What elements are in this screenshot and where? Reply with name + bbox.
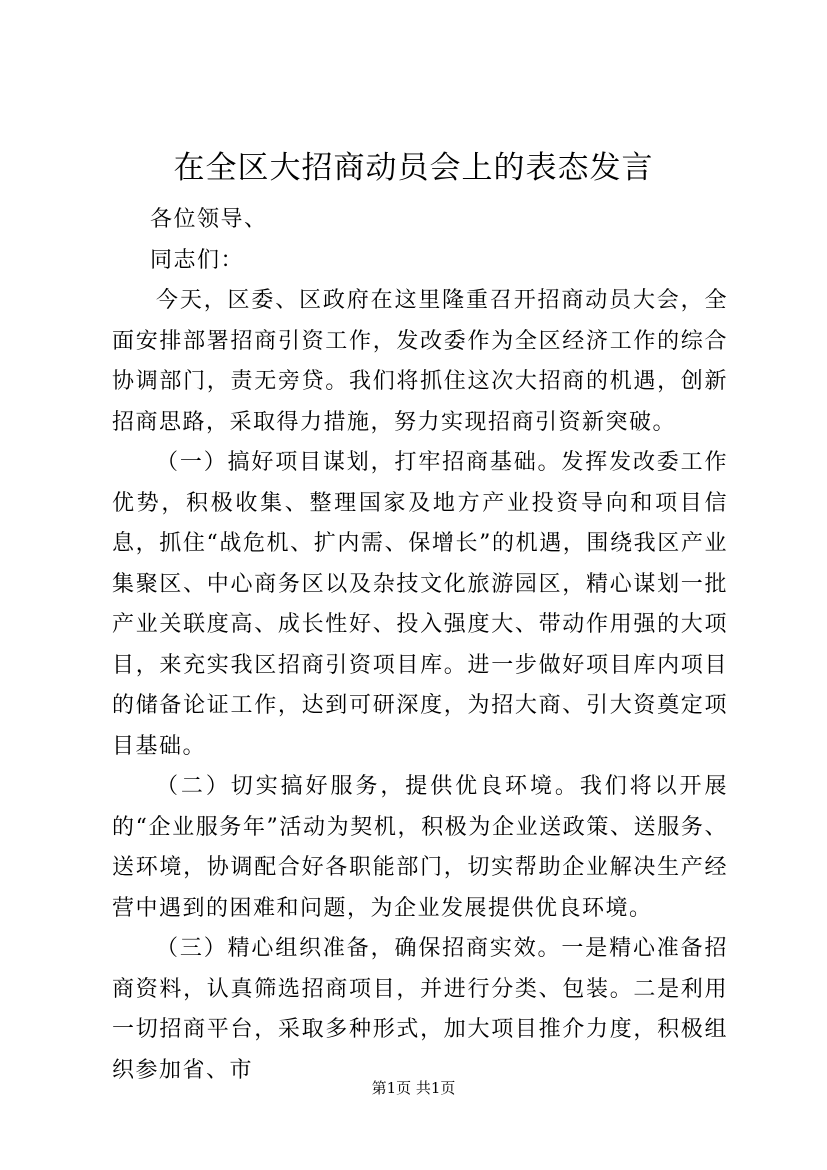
paragraph-point-1: （一）搞好项目谋划，打牢招商基础。发挥发改委工作优势，积极收集、整理国家及地方产业投资导向和项目信息，抓住“战危机、扩内需、保增长”的机遇，围绕我区产业集聚区、中心商务区以及杂技文化旅游园区，精心谋划一批产业关联度高、成长性好、投入强度大、带动作用强的大项目，来充实我区招商引资项目库。进一步做好项目库内项目的储备论证工作，达到可研深度，为招大商、引大资奠定项目基础。 bbox=[112, 450, 728, 759]
salutation-leaders: 各位领导、 bbox=[150, 207, 268, 232]
paragraph-intro: 今天，区委、区政府在这里隆重召开招商动员大会，全面安排部署招商引资工作，发改委作为全区经济工作的综合协调部门，责无旁贷。我们将抓住这次大招商的机遇，创新招商思路，采取得力措施，努力实现招商引资新突破。 bbox=[112, 288, 728, 435]
document-title: 在全区大招商动员会上的表态发言 bbox=[173, 150, 654, 186]
salutation-comrades: 同志们： bbox=[150, 247, 245, 273]
document-body bbox=[112, 200, 728, 1091]
paragraph-point-3: （三）精心组织准备，确保招商实效。一是精心准备招商资料，认真筛选招商项目，并进行分类、包装。二是利用一切招商平台，采取多种形式，加大项目推介力度，积极组织参加省、市 bbox=[112, 936, 728, 1083]
page-number-footer: 第1页 共1页 bbox=[371, 1079, 456, 1097]
paragraph-point-2: （二）切实搞好服务，提供优良环境。我们将以开展的“企业服务年”活动为契机，积极为企业送政策、送服务、送环境，协调配合好各职能部门，切实帮助企业解决生产经营中遇到的困难和问题，为企业发展提供优良环境。 bbox=[112, 774, 728, 921]
